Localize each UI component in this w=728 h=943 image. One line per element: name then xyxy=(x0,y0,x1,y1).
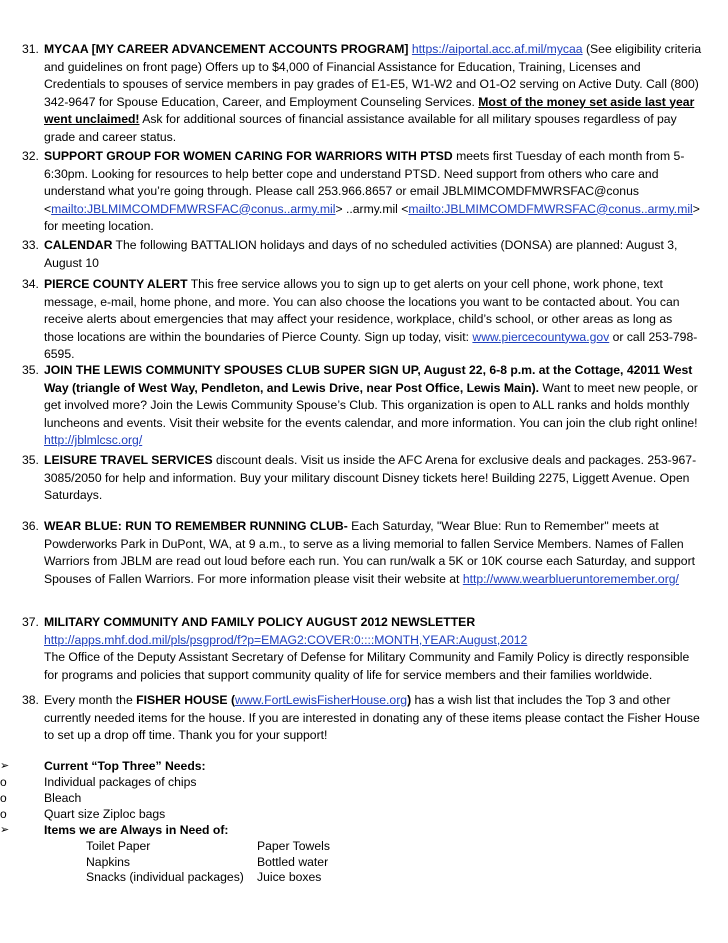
list-item xyxy=(0,790,82,806)
always-heading: Items we are Always in Need of: xyxy=(44,823,229,837)
item-text: The Office of the Deputy Assistant Secretary of Defense for Military Community and Family Policy is directly responsible for programs and policies that support community quality of life for service members and their families worldwide. xyxy=(44,650,690,682)
arrow-bullet-icon: ➢ xyxy=(0,760,10,772)
item-36 xyxy=(22,518,702,588)
list-item xyxy=(0,774,197,790)
mycaa-link[interactable]: https://aiportal.acc.af.mil/mycaa xyxy=(411,42,583,56)
arrow-bullet-icon: ➢ xyxy=(0,824,10,836)
item-text: Each Saturday, "Wear Blue: Run to Remember" meets at Powderworks Park in DuPont, WA, at 9 a.m., to serve as a living memorial to fallen Service Members. Names of Fallen Warriors from JBLM are read out loud before each run. You can run/walk a 5K or 10K course each Saturday, and support Spouses of Fallen Warriors. For more information please visit their website at xyxy=(44,519,696,586)
table-cell: Juice boxes xyxy=(257,870,322,884)
item-title: JOIN THE LEWIS COMMUNITY SPOUSES CLUB SUPER SIGN UP, August 22, 6-8 p.m. at the Cottage, 42011 West Way (triangle of West Way, Pendleton, and Lewis Drive, near Post Office, Lewis Main). xyxy=(44,363,693,395)
item-title: FISHER HOUSE ( xyxy=(136,693,236,707)
item-number: 31. xyxy=(22,42,39,56)
item-number: 37. xyxy=(22,615,39,629)
pierce-county-link[interactable]: www.piercecountywa.gov xyxy=(472,329,610,344)
item-text-3: > for meeting location. xyxy=(44,201,700,233)
item-text: The following BATTALION holidays and days of no scheduled activities (DONSA) are planned: August 3, August 10 xyxy=(44,238,678,270)
item-text-2: > ..army.mil < xyxy=(335,201,409,216)
fisher-house-link[interactable]: www.FortLewisFisherHouse.org xyxy=(235,693,408,707)
item-title: PIERCE COUNTY ALERT xyxy=(44,277,188,291)
item-text: discount deals. Visit us inside the AFC Arena for exclusive deals and packages. 253-967-3085/2050 for help and information. Buy your military discount Disney tickets here! Building 2275, Liggett Avenue. Open Saturdays. xyxy=(44,453,697,502)
item-title: CALENDAR xyxy=(44,238,113,252)
item-text-2: or call 253-798-6595. xyxy=(44,329,698,361)
list-item-text: Quart size Ziploc bags xyxy=(44,807,166,821)
item-title: MILITARY COMMUNITY AND FAMILY POLICY AUGUST 2012 NEWSLETTER xyxy=(44,615,476,629)
item-emphasis: Most of the money set aside last year went unclaimed! xyxy=(44,94,695,126)
item-number: 36. xyxy=(22,519,39,533)
item-number: 33. xyxy=(22,238,39,252)
newsletter-link[interactable]: http://apps.mhf.dod.mil/pls/psgprod/f?p=EMAG2:COVER:0::::MONTH,YEAR:August,2012 xyxy=(44,632,528,647)
item-text-0: Every month the xyxy=(44,693,137,707)
item-number: 32. xyxy=(22,149,39,163)
item-number: 34. xyxy=(22,277,39,291)
circle-bullet-icon: o xyxy=(0,807,7,821)
email-link-1[interactable]: mailto:JBLMIMCOMDFMWRSFAC@conus..army.mil xyxy=(51,201,336,216)
item-text: Want to meet new people, or get involved more? Join the Lewis Community Spouse’s Club. This organization is open to ALL ranks and holds monthly luncheons and events. Visit their website for the events calendar, and more information. You can join the club right online! xyxy=(44,380,698,430)
item-35-leisure-travel xyxy=(22,452,702,505)
spouses-club-link[interactable]: http://jblmlcsc.org/ xyxy=(44,433,143,447)
item-title: WEAR BLUE: RUN TO REMEMBER RUNNING CLUB- xyxy=(44,519,348,533)
item-33 xyxy=(22,237,702,272)
item-text-2: Ask for additional sources of financial assistance available for all military spouses regardless of pay grade and career status. xyxy=(44,112,677,144)
item-35-spouses-club xyxy=(22,362,702,450)
email-link-2[interactable]: mailto:JBLMIMCOMDFMWRSFAC@conus..army.mil xyxy=(408,201,693,216)
item-34 xyxy=(22,276,702,364)
item-text: (See eligibility criteria and guidelines on front page) Offers up to $4,000 of Financial Assistance for Education, Training, Licenses and Credentials to spouses of service members in pay grades of E1-E5, W1-W2 and O1-O2 serving on Active Duty. Call (800) 342-9647 for Spouse Education, Career, and Employment Counseling Services. xyxy=(44,42,702,109)
top-three-heading: Current “Top Three” Needs: xyxy=(44,759,206,773)
item-38 xyxy=(22,692,702,745)
item-text: This free service allows you to sign up to get alerts on your cell phone, work phone, text message, e-mail, home phone, and more. You can also choose the locations you want to be contacted about. You can receive alerts about emergencies that may affect your residence, workplace, child’s school, or other areas as long as those locations are within the boundaries of Pierce County. Sign up today, visit: xyxy=(44,277,680,344)
circle-bullet-icon: o xyxy=(0,775,7,789)
wear-blue-link[interactable]: http://www.wearblueruntoremember.org/ xyxy=(462,571,679,586)
table-cell: Bottled water xyxy=(257,854,329,869)
item-title-close: ) xyxy=(407,693,412,707)
list-item-text: Bleach xyxy=(44,791,82,805)
table-cell: Napkins xyxy=(86,854,131,869)
always-heading-row xyxy=(0,822,229,838)
top-three-heading-row xyxy=(0,758,206,774)
item-number: 35. xyxy=(22,363,39,377)
item-32 xyxy=(22,148,702,236)
list-item xyxy=(0,806,166,822)
item-31 xyxy=(22,41,702,146)
item-title: MYCAA [MY CAREER ADVANCEMENT ACCOUNTS PROGRAM] xyxy=(44,42,409,56)
table-cell: Toilet Paper xyxy=(86,839,151,853)
table-cell: Paper Towels xyxy=(257,839,330,853)
list-item-text: Individual packages of chips xyxy=(44,775,197,789)
item-title: LEISURE TRAVEL SERVICES xyxy=(44,453,213,467)
table-cell: Snacks (individual packages) xyxy=(86,870,244,884)
item-text: meets first Tuesday of each month from 5-6:30pm. Looking for resources to help better cope and understand PTSD. Need support from others who care and understand what you’re going through. Please call 253.966.8657 or email JBLMIMCOMDFMWRSFAC@conus < xyxy=(44,149,685,216)
item-number: 35. xyxy=(22,453,39,467)
item-title: SUPPORT GROUP FOR WOMEN CARING FOR WARRIORS WITH PTSD xyxy=(44,149,453,163)
item-text: has a wish list that includes the Top 3 and other currently needed items for the house. If you are interested in donating any of these items please contact the Fisher House to set up a drop off time. Thank you for your support! xyxy=(44,693,700,742)
item-number: 38. xyxy=(22,693,39,707)
circle-bullet-icon: o xyxy=(0,791,7,805)
item-37 xyxy=(22,614,702,684)
